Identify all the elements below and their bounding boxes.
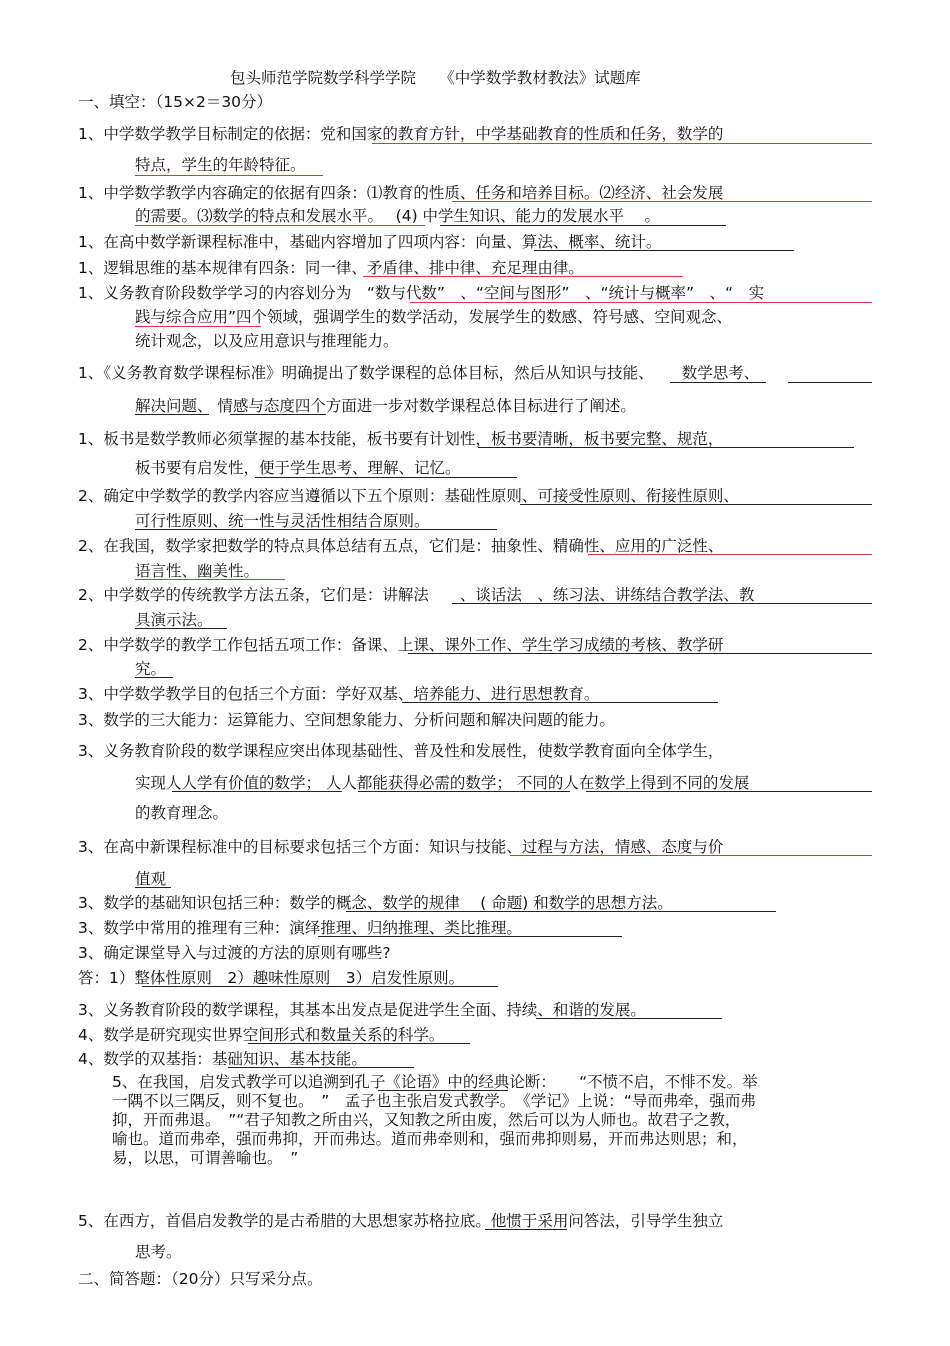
question-23-line-2: 思考。 bbox=[135, 1243, 182, 1261]
answer-underline bbox=[485, 1229, 567, 1230]
question-14-line-2: 实现人人学有价值的数学； 人人都能获得必需的数学； 不同的人在数学上得到不同的发展 bbox=[135, 774, 750, 792]
answer-underline bbox=[135, 225, 425, 226]
answer-underline bbox=[372, 143, 872, 144]
answer-underline bbox=[346, 911, 776, 912]
answer-underline bbox=[670, 382, 766, 383]
question-15-line-1: 3、在高中新课程标准中的目标要求包括三个方面：知识与技能、过程与方法，情感、态度与价 bbox=[78, 838, 724, 856]
question-7-line-2: 板书要有启发性，便于学生思考、理解、记忆。 bbox=[135, 459, 461, 477]
question-22-line-2: 一隅不以三隅反，则不复也。 ” 孟子也主张启发式教学。 《学记》上说：“导而弗牵，强而弗 bbox=[112, 1092, 756, 1110]
question-8-line-2: 可行性原则、统一性与灵活性相结合原则。 bbox=[135, 512, 430, 530]
answer-underline bbox=[586, 791, 872, 792]
answer-underline bbox=[520, 504, 872, 505]
answer-underline bbox=[363, 276, 683, 277]
question-10-line-2: 具演示法。 bbox=[135, 611, 213, 629]
section-1-heading: 一、填空：（15×2＝30分） bbox=[78, 93, 273, 111]
answer-underline bbox=[410, 302, 872, 303]
answer-underline bbox=[318, 936, 622, 937]
question-15-line-2: 值观 bbox=[135, 870, 167, 888]
answer-underline bbox=[135, 628, 227, 629]
question-5-line-3: 统计观念，以及应用意识与推理能力。 bbox=[135, 332, 399, 350]
question-23-line-1: 5、在西方，首倡启发教学的是古希腊的大思想家苏格拉底。他惯于采用问答法，引导学生独立 bbox=[78, 1212, 724, 1230]
question-7-line-1: 1、板书是数学教师必须掌握的基本技能，板书要有计划性，板书要清晰，板书要完整、规范， bbox=[78, 430, 724, 448]
answer-underline bbox=[135, 414, 209, 415]
question-4-line-1: 1、逻辑思维的基本规律有四条：同一律、矛盾律、排中律、充足理由律。 bbox=[78, 259, 584, 277]
answer-underline bbox=[788, 382, 872, 383]
answer-underline bbox=[172, 791, 342, 792]
answer-underline bbox=[378, 1090, 508, 1091]
answer-underline bbox=[135, 887, 171, 888]
section-2-heading: 二、简答题：（20分）只写采分点。 bbox=[78, 1270, 323, 1288]
document-title: 包头师范学院数学科学学院 《中学数学教材教法》试题库 bbox=[230, 69, 641, 87]
answer-underline bbox=[440, 225, 726, 226]
question-14-line-1: 3、义务教育阶段的数学课程应突出体现基础性、普及性和发展性，使数学教育面向全体学生， bbox=[78, 742, 724, 760]
question-11-line-2: 究。 bbox=[135, 660, 167, 678]
answer-underline bbox=[588, 554, 872, 555]
question-22-line-5: 易，以思，可谓善喻也。 ” bbox=[112, 1149, 299, 1167]
question-3-line-1: 1、在高中数学新课程标准中，基础内容增加了四项内容：向量、算法、概率、统计。 bbox=[78, 233, 662, 251]
question-21-line-1: 4、数学的双基指：基础知识、基本技能。 bbox=[78, 1050, 367, 1068]
question-22-line-4: 喻也。道而弗牵，强而弗抑，开而弗达。道而弗牵则和，强而弗抑则易，开而弗达则思；和， bbox=[112, 1130, 748, 1148]
question-22-line-1: 5、在我国，启发式教学可以追溯到孔子《论语》中的经典论断： “不愤不启，不悱不发。举 bbox=[112, 1073, 758, 1091]
answer-underline bbox=[142, 986, 498, 987]
question-12-line-1: 3、中学数学教学目的包括三个方面：学好双基、培养能力、进行思想教育。 bbox=[78, 685, 600, 703]
answer-underline bbox=[534, 250, 794, 251]
question-2-line-2: 的需要。⑶数学的特点和发展水平。 (4) 中学生知识、能力的发展水平 。 bbox=[135, 207, 660, 225]
question-1-line-1: 1、中学数学教学目标制定的依据：党和国家的教育方针，中学基础教育的性质和任务，数学的 bbox=[78, 125, 724, 143]
answer-underline bbox=[135, 175, 323, 176]
question-9-line-1: 2、在我国，数学家把数学的特点具体总结有五点，它们是：抽象性、精确性、应用的广泛性、 bbox=[78, 537, 724, 555]
question-22-line-3: 抑，开而弗退。 ”“君子知教之所由兴，又知教之所由废，然后可以为人师也。故君子之教， bbox=[112, 1111, 741, 1129]
question-2-line-1: 1、中学数学教学内容确定的依据有四条：⑴教育的性质、任务和培养目标。⑵经济、社会发展 bbox=[78, 184, 724, 202]
question-10-line-1: 2、中学数学的传统教学方法五条，它们是：讲解法 、谈话法 、练习法、讲练结合教学法、教 bbox=[78, 586, 755, 604]
question-11-line-1: 2、中学数学的教学工作包括五项工作：备课、上课、课外工作、学生学习成绩的考核、教学研 bbox=[78, 636, 724, 654]
question-1-line-2: 特点，学生的年龄特征。 bbox=[135, 156, 306, 174]
question-8-line-1: 2、确定中学数学的教学内容应当遵循以下五个原则：基础性原则、可接受性原则、衔接性原则、 bbox=[78, 487, 739, 505]
answer-underline bbox=[255, 477, 517, 478]
question-18-answer: 答：1）整体性原则 2）趣味性原则 3）启发性原则。 bbox=[78, 969, 465, 987]
answer-underline bbox=[408, 653, 872, 654]
question-5-line-2: 践与综合应用”四个领域，强调学生的数学活动，发展学生的数感、符号感、空间观念、 bbox=[135, 308, 733, 326]
answer-underline bbox=[510, 855, 872, 856]
question-9-line-2: 语言性、幽美性。 bbox=[135, 562, 260, 580]
question-6-line-2: 解决问题、 情感与态度四个方面进一步对数学课程总体目标进行了阐述。 bbox=[135, 397, 636, 415]
question-14-line-3: 的教育理念。 bbox=[135, 804, 229, 822]
answer-underline bbox=[478, 447, 854, 448]
question-18-line-1: 3、确定课堂导入与过渡的方法的原则有哪些? bbox=[78, 944, 391, 962]
answer-underline bbox=[358, 791, 570, 792]
answer-underline bbox=[135, 579, 285, 580]
answer-underline bbox=[452, 603, 872, 604]
question-16-line-1: 3、数学的基础知识包括三种：数学的概念、数学的规律 ( 命题) 和数学的思想方法。 bbox=[78, 894, 673, 912]
answer-underline bbox=[452, 201, 872, 202]
question-6-line-1: 1、《义务教育数学课程标准》明确提出了数学课程的总体目标，然后从知识与技能、 数学思考、 bbox=[78, 364, 760, 382]
question-19-line-1: 3、义务教育阶段的数学课程，其基本出发点是促进学生全面、持续、和谐的发展。 bbox=[78, 1001, 646, 1019]
question-13-line-1: 3、数学的三大能力：运算能力、空间想象能力、分析问题和解决问题的能力。 bbox=[78, 711, 615, 729]
answer-underline bbox=[248, 1043, 470, 1044]
question-20-line-1: 4、数学是研究现实世界空间形式和数量关系的科学。 bbox=[78, 1026, 445, 1044]
answer-underline bbox=[135, 677, 173, 678]
question-5-line-1: 1、义务教育阶段数学学习的内容划分为 “数与代数” 、“空间与图形” 、“统计与概率” 、“ 实 bbox=[78, 284, 765, 302]
answer-underline bbox=[536, 1018, 722, 1019]
answer-underline bbox=[230, 414, 326, 415]
answer-underline bbox=[228, 1067, 414, 1068]
question-17-line-1: 3、数学中常用的推理有三种：演绎推理、归纳推理、类比推理。 bbox=[78, 919, 522, 937]
answer-underline bbox=[402, 702, 718, 703]
answer-underline bbox=[135, 529, 497, 530]
answer-underline bbox=[135, 326, 261, 327]
